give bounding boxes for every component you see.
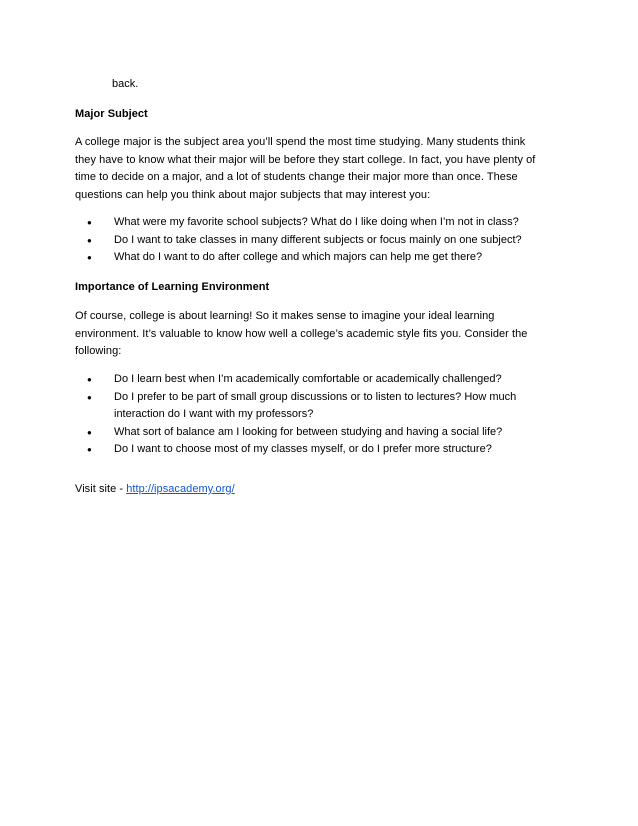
paragraph-line: time to decide on a major, and a lot of students change their major more than once. These: [75, 171, 518, 183]
website-link[interactable]: http://ipsacademy.org/: [126, 483, 235, 495]
paragraph-line: A college major is the subject area you’ll spend the most time studying. Many students think: [75, 136, 526, 148]
list-item: [75, 249, 575, 267]
section-heading-major-subject: Major Subject: [75, 108, 148, 120]
bullet-icon: ●: [87, 375, 92, 384]
section-heading-learning-environment: Importance of Learning Environment: [75, 281, 270, 293]
bullet-icon: ●: [87, 392, 92, 402]
bullet-icon: ●: [87, 253, 92, 262]
bullet-icon: ●: [87, 445, 92, 454]
list-item: [75, 371, 575, 389]
paragraph-line: they have to know what their major will be before they start college. In fact, you have plenty of: [75, 153, 536, 166]
list-item-text: Do I want to choose most of my classes myself, or do I prefer more structure?: [114, 443, 492, 455]
paragraph-line: Of course, college is about learning! So it makes sense to imagine your ideal learning: [75, 310, 495, 322]
list-item-text: Do I want to take classes in many different subjects or focus mainly on one subject?: [114, 233, 522, 246]
paragraph-line: following:: [75, 345, 122, 357]
list-item: [75, 424, 575, 442]
list-item-text: What were my favorite school subjects? What do I like doing when I’m not in class?: [114, 216, 519, 228]
list-item: [75, 214, 575, 232]
list-item-text: What sort of balance am I looking for between studying and having a social life?: [114, 425, 503, 438]
list-item-continuation: [75, 406, 575, 424]
list-item: [75, 232, 575, 250]
paragraph-line: questions can help you think about major subjects that may interest you:: [75, 188, 431, 201]
paragraph-learning-environment: [75, 308, 565, 361]
list-item: [75, 441, 575, 459]
paragraph-major-subject: [75, 134, 565, 204]
visit-site-line: [75, 481, 565, 499]
bullet-list-major-subject: [75, 214, 575, 267]
bullet-icon: ●: [87, 427, 92, 437]
list-item-text: Do I prefer to be part of small group discussions or to listen to lectures? How much: [114, 390, 517, 403]
list-item: [75, 389, 575, 407]
paragraph-line: environment. It’s valuable to know how well a college’s academic style fits you. Consider the: [75, 327, 528, 340]
list-item-text: interaction do I want with my professors?: [114, 408, 314, 420]
bullet-icon: ●: [87, 235, 92, 245]
bullet-icon: ●: [87, 218, 92, 227]
continuation-text: back.: [112, 78, 139, 90]
list-item-text: What do I want to do after college and which majors can help me get there?: [114, 251, 483, 263]
visit-site-label: Visit site -: [75, 483, 127, 495]
bullet-list-learning-environment: [75, 371, 575, 459]
list-item-text: Do I learn best when I’m academically comfortable or academically challenged?: [114, 373, 502, 385]
